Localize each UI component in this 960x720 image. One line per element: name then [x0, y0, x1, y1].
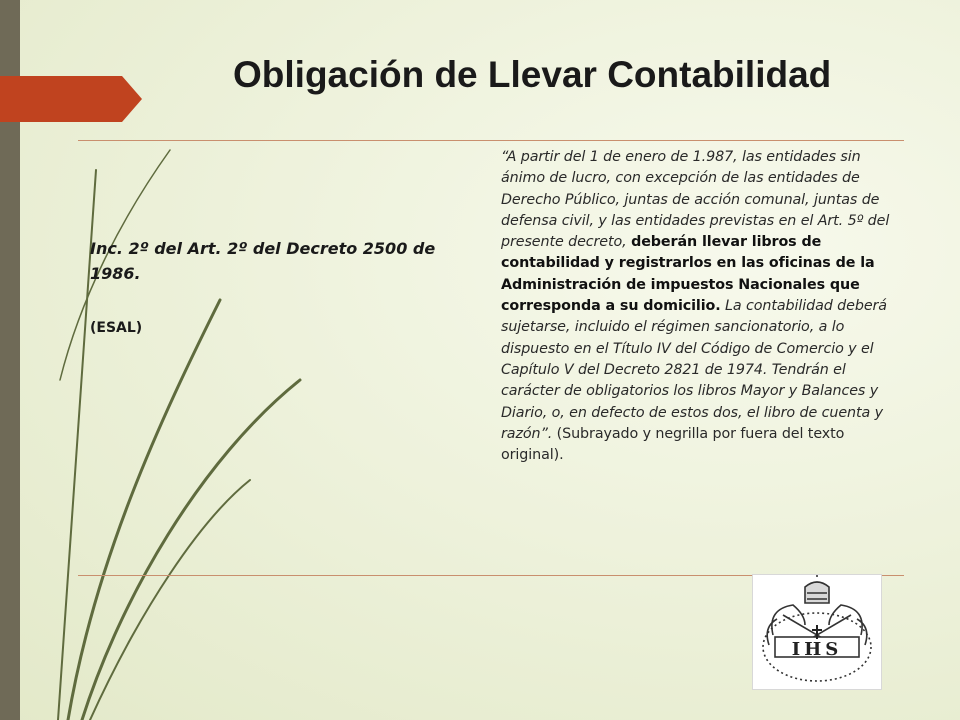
seal-monogram: IHS	[791, 639, 843, 660]
decree-reference: Inc. 2º del Art. 2º del Decreto 2500 de 1986.	[90, 239, 436, 283]
decree-quote	[501, 147, 903, 466]
quote-bold-part: deberán llevar libros de contabilidad y registrarlos en las oficinas de la Administración de impuestos Nacionales que corresponda a su domicilio.	[501, 234, 875, 315]
institution-seal-logo	[752, 574, 882, 690]
top-divider	[78, 140, 904, 141]
curve-1	[68, 300, 220, 720]
slide-title: Obligación de Llevar Contabilidad	[233, 54, 832, 95]
curve-4	[90, 480, 250, 720]
seal-emblem-icon	[753, 575, 881, 689]
quote-part-2: La contabilidad deberá sujetarse, incluido el régimen sancionatorio, a lo dispuesto en el Título IV del Código de Comercio y el Capítulo V del Decreto 2821 de 1974. Tendrán el carácter de obligatorios los libros Mayor y Balances y Diario, o, en defecto de estos dos, el libro de cuenta y razón”.	[501, 298, 887, 442]
quote-note: (Subrayado y negrilla por fuera del texto original).	[501, 425, 845, 464]
esal-tag: (ESAL)	[90, 320, 143, 336]
title-accent-arrow	[0, 76, 142, 122]
quote-part-1: “A partir del 1 de enero de 1.987, las entidades sin ánimo de lucro, con excepción de las entidades de Derecho Público, juntas de acción comunal, juntas de defensa civil, y las entidades previstas en el Art. 5º del presente decreto,	[501, 149, 890, 251]
